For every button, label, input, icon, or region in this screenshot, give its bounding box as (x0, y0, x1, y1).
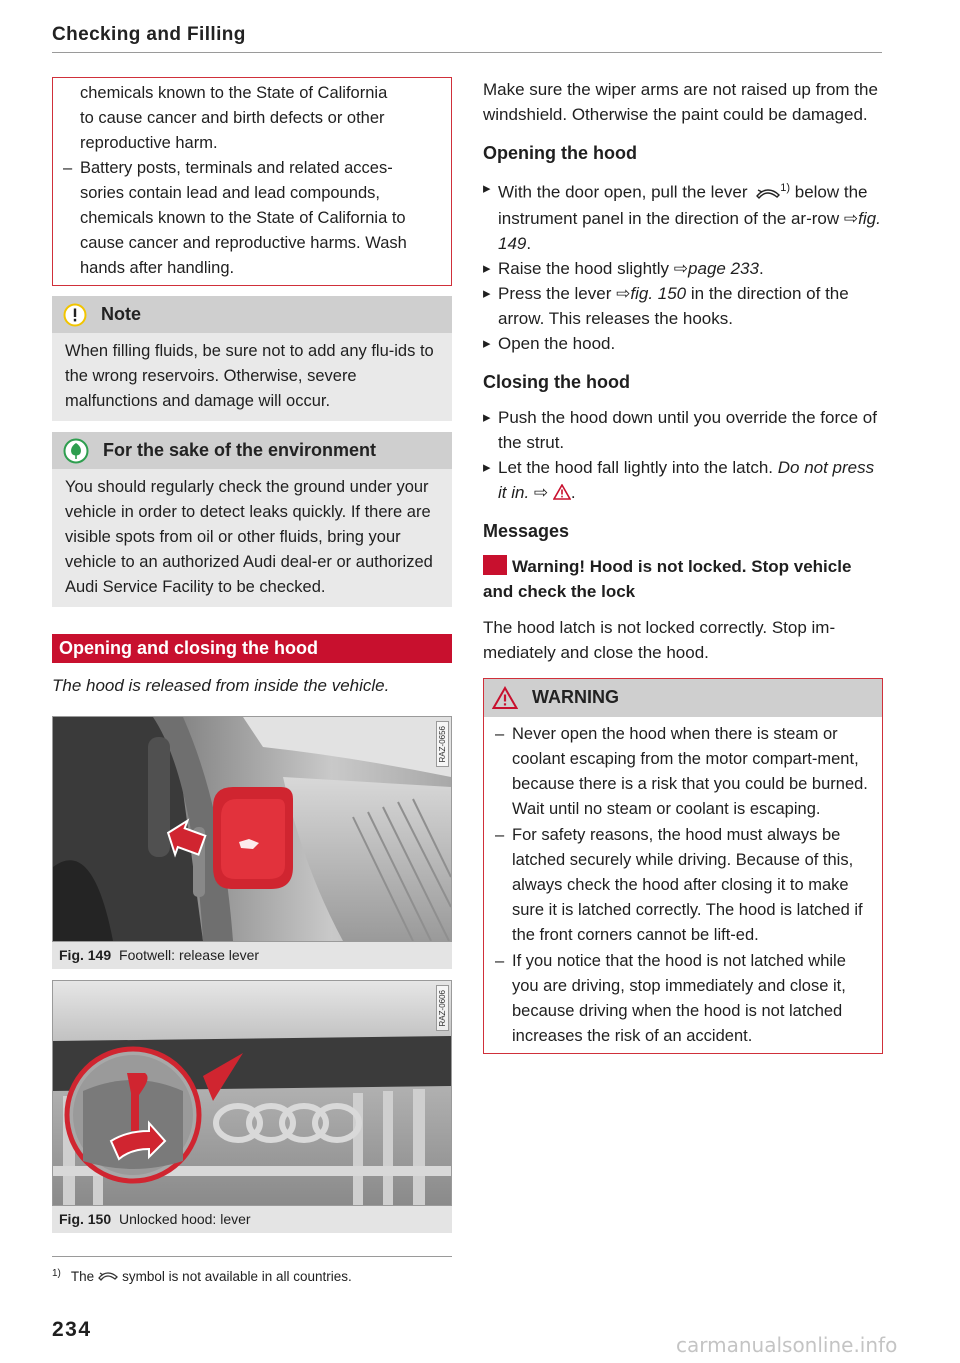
closing-steps (483, 405, 883, 505)
footnote-marker: 1) (52, 1268, 61, 1279)
figure-150-image (52, 980, 452, 1206)
environment-title: For the sake of the environment (103, 440, 377, 460)
hood-message-heading: Warning! Hood is not locked. Stop vehicle and check the lock (483, 556, 852, 601)
header-divider (52, 52, 882, 53)
hood-message-text: The hood latch is not locked correctly. Stop im-mediately and close the hood. (483, 617, 836, 662)
note-box (52, 296, 452, 421)
note-title: Note (101, 304, 141, 324)
figure-149-image (52, 716, 452, 942)
warning-item-3: – If you notice that the hood is not latched while you are driving, stop immediately and close it, because driving when the hood is not latched increases the risk of an accident. (495, 949, 870, 1049)
footnote-divider (52, 1256, 452, 1257)
opening-step-4: ▸ Open the hood. (483, 331, 883, 356)
link-warning[interactable]: ⇨ (534, 483, 571, 502)
note-text: When filling fluids, be sure not to add any flu-ids to the wrong reservoirs. Otherwise, severe malfunctions and damage will occur. (65, 342, 434, 410)
figure-149-code: RAZ-0656 (436, 721, 449, 767)
left-column (52, 77, 452, 1284)
warning-body (484, 717, 882, 1053)
hood-release-icon (756, 181, 780, 206)
footnote-prefix: The (70, 1269, 95, 1284)
closing-hood-heading: Closing the hood (483, 371, 630, 392)
figure-150-caption (52, 1206, 452, 1233)
figure-149-caption (52, 942, 452, 969)
warning-item-2: – For safety reasons, the hood must always be latched securely while driving. Because of this, always check the hood after closing it to make sure it is latched correctly. The hood is latched if the front corners cannot be lift-ed. (495, 823, 870, 948)
link-fig-149[interactable]: ⇨fig. 149 (498, 208, 881, 253)
figure-150-label: Fig. 150 (59, 1211, 112, 1227)
opening-step-3: ▸ Press the lever ⇨fig. 150 in the direction of the arrow. This releases the hooks. (483, 281, 883, 331)
figure-150-code: RAZ-0606 (436, 985, 449, 1031)
opening-step-1-footnote-ref[interactable]: 1) (780, 182, 790, 194)
closing-step-1: ▸ Push the hood down until you override the force of the strut. (483, 405, 883, 455)
warning-header (484, 679, 882, 717)
hood-warning-indicator-icon (483, 555, 507, 575)
footnote-text: symbol is not available in all countries. (122, 1269, 352, 1284)
warning-title: WARNING (532, 687, 619, 708)
wiper-note: Make sure the wiper arms are not raised up from the windshield. Otherwise the paint could be damaged. (483, 80, 878, 124)
figure-149-caption-text: Footwell: release lever (119, 947, 260, 963)
link-page-233[interactable]: ⇨page 233 (673, 258, 759, 278)
page-header-title: Checking and Filling (52, 24, 246, 45)
battery-warning-item: – Battery posts, terminals and related acces-sories contain lead and lead compounds, chemicals known to the State of California to cause cancer and reproductive harms. Wash hands after handling. (63, 156, 435, 281)
section-title-bar: Opening and closing the hood (52, 634, 452, 663)
section-intro: The hood is released from inside the vehicle. (52, 676, 390, 695)
exclamation-circle-icon (63, 303, 87, 327)
environment-text: You should regularly check the ground under your vehicle in order to detect leaks quickly. If there are visible spots from oil or other fluids, bring your vehicle to an authorized Audi deal-er or authorized Audi Service Facility to be checked. (65, 478, 433, 596)
continued-warning-line-1: chemicals known to the State of California (80, 84, 388, 102)
right-column (483, 77, 883, 1054)
environment-box (52, 432, 452, 607)
opening-step-2: ▸ Raise the hood slightly ⇨page 233. (483, 256, 883, 281)
messages-heading: Messages (483, 520, 570, 541)
continued-warning-box (52, 77, 452, 286)
opening-hood-heading: Opening the hood (483, 143, 637, 163)
opening-step-1: ▸ With the door open, pull the lever $^{1)}$ below the instrument panel in the direction of the ar-row ⇨fig. 149. (483, 176, 883, 256)
warning-triangle-icon (492, 686, 518, 710)
closing-step-2: ▸ Let the hood fall lightly into the latch. Do not press it in. ⇨ . (483, 455, 883, 505)
hood-release-icon (98, 1269, 118, 1284)
warning-box (483, 678, 883, 1054)
continued-warning-line-2: to cause cancer and birth defects or other (80, 109, 385, 127)
opening-steps (483, 176, 883, 356)
watermark: carmanualsonline.info (676, 1333, 898, 1357)
note-header (52, 296, 452, 333)
warning-item-1: – Never open the hood when there is steam or coolant escaping from the motor compart-ment, because there is a risk that you could be burned. Wait until no steam or coolant is escaping. (495, 722, 870, 822)
environment-header (52, 432, 452, 469)
continued-warning-line-3: reproductive harm. (80, 134, 218, 152)
figure-149-label: Fig. 149 (59, 947, 112, 963)
figure-150-caption-text: Unlocked hood: lever (119, 1211, 251, 1227)
footnote (52, 1269, 452, 1284)
figure-149 (52, 716, 452, 969)
leaf-circle-icon (63, 438, 89, 464)
figure-150 (52, 980, 452, 1233)
warning-triangle-icon (553, 484, 571, 500)
page-number: 234 (52, 1318, 92, 1341)
link-fig-150[interactable]: ⇨fig. 150 (616, 283, 687, 303)
